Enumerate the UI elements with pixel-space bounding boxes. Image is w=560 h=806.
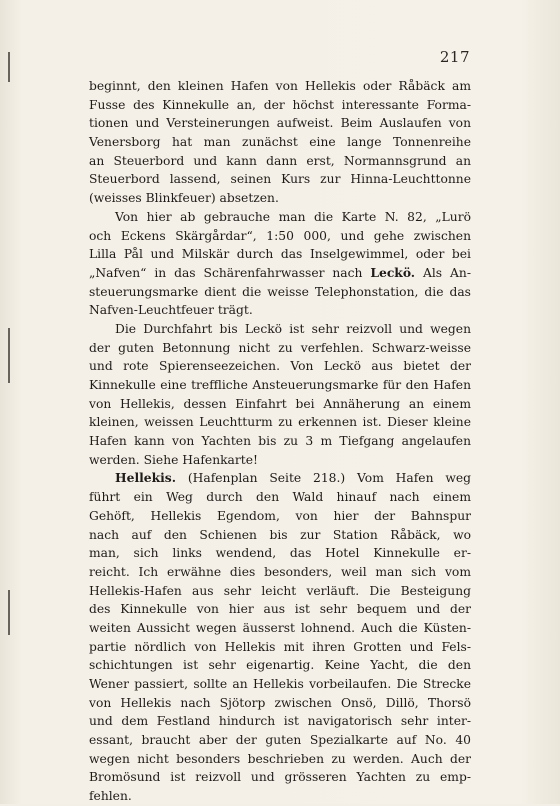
text-line: beginnt, den kleinen Hafen von Hellekis oder Råbäck am [89, 79, 471, 93]
text-line: Nafven-Leuchtfeuer trägt. [89, 303, 253, 318]
text-line: tionen und Versteinerungen aufweist. Beim Auslaufen von [89, 116, 471, 131]
margin-mark [8, 590, 10, 635]
text-line: Venersborg hat man zunächst eine lange Tonnenreihe [89, 135, 471, 150]
text-line: Die Durchfahrt bis Leckö ist sehr reizvoll und wegen [115, 321, 471, 336]
text-line: weiten Aussicht wegen äusserst lohnend. Auch die Küsten- [89, 620, 471, 635]
text-line: des Kinnekulle von hier aus ist sehr bequem und der [89, 602, 471, 617]
text-line: und dem Festland hindurch ist navigatorisch sehr inter- [89, 714, 471, 729]
text-line: Lilla Pål und Milskär durch das Inselgewimmel, oder bei [89, 247, 471, 262]
text-line: schichtungen ist sehr eigenartig. Keine Yacht, die den [89, 658, 471, 673]
text-line: Steuerbord lassend, seinen Kurs zur Hinna-Leuchttonne [89, 172, 471, 187]
text-line: partie nördlich von Hellekis mit ihren Grotten und Fels- [89, 639, 471, 654]
text-line: reicht. Ich erwähne dies besonders, weil man sich vom [89, 564, 471, 579]
text-line: Wener passiert, sollte an Hellekis vorbeilaufen. Die Strecke [89, 677, 471, 691]
text-line: Hafen kann von Yachten bis zu 3 m Tiefgang angelaufen [89, 434, 471, 449]
margin-mark [8, 328, 10, 383]
text-line: der guten Betonnung nicht zu verfehlen. Schwarz-weisse [89, 340, 471, 355]
text-line: Gehöft, Hellekis Egendom, von hier der Bahnspur [89, 508, 471, 523]
text-line: führt ein Weg durch den Wald hinauf nach einem [89, 490, 471, 505]
body-text [89, 77, 471, 806]
text-line: (weisses Blinkfeuer) absetzen. [89, 191, 279, 206]
text-line: essant, braucht aber der guten Spezialkarte auf No. 40 [89, 733, 471, 748]
text-line: und rote Spierenseezeichen. Von Leckö aus bietet der [89, 359, 471, 374]
text-line: Hellekis-Hafen aus sehr leicht verläuft. Die Besteigung [89, 583, 471, 598]
text-line: wegen nicht besonders beschrieben zu werden. Auch der [89, 751, 471, 766]
text-line: Fusse des Kinnekulle an, der höchst interessante Forma- [89, 97, 471, 112]
text-line: Bromösund ist reizvoll und grösseren Yachten zu emp- [89, 770, 471, 785]
text-line: an Steuerbord und kann dann erst, Normannsgrund an [89, 153, 471, 168]
page-number: 217 [439, 48, 470, 66]
text-line: fehlen. [89, 789, 132, 804]
text-line: man, sich links wendend, das Hotel Kinnekulle er- [89, 546, 471, 561]
text-line: Von hier ab gebrauche man die Karte N. 82, „Lurö [115, 209, 471, 224]
text-line: och Eckens Skärgårdar“, 1:50 000, und gehe zwischen [89, 228, 471, 243]
text-line: „Nafven“ in das Schärenfahrwasser nach Leckö. Als An- [89, 264, 471, 280]
text-line: steuerungsmarke dient die weisse Telephonstation, die das [89, 284, 471, 299]
text-line: Kinnekulle eine treffliche Ansteuerungsmarke für den Hafen [89, 378, 471, 392]
text-line: werden. Siehe Hafenkarte! [89, 452, 258, 467]
text-line: nach auf den Schienen bis zur Station Råbäck, wo [89, 527, 471, 542]
text-line: Hellekis. (Hafenplan Seite 218.) Vom Hafen weg [115, 470, 471, 486]
text-line: von Hellekis nach Sjötorp zwischen Onsö, Dillö, Thorsö [89, 695, 471, 710]
text-line: kleinen, weissen Leuchtturm zu erkennen ist. Dieser kleine [89, 415, 471, 430]
text-line: von Hellekis, dessen Einfahrt bei Annäherung an einem [89, 396, 471, 411]
margin-mark [8, 52, 10, 82]
